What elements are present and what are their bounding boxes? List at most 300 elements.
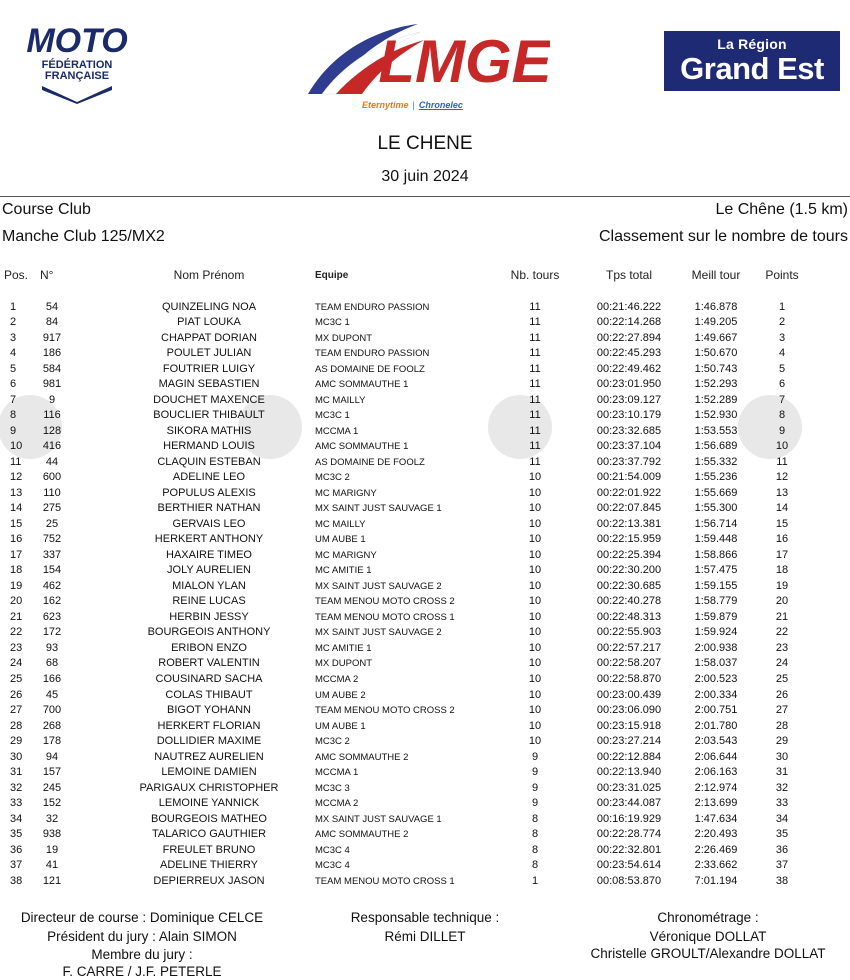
cell-number: 110 [43,486,61,499]
cell-best-lap: 2:06.644 [694,750,738,763]
table-row [0,734,850,750]
cell-points: 22 [775,626,789,639]
cell-name: COLAS THIBAUT [165,688,253,701]
cell-best-lap: 1:57.475 [694,564,738,577]
cell-laps: 10 [528,486,542,499]
jury-president: Président du jury : Alain SIMON [47,929,237,944]
cell-number: 268 [42,719,62,732]
cell-name: HERMAND LOUIS [163,440,255,453]
table-row [0,719,850,735]
cell-total-time: 00:22:01.922 [596,486,662,499]
cell-name: ADELINE THIERRY [159,859,258,872]
cell-laps: 10 [528,641,542,654]
cell-number: 245 [42,781,62,794]
table-row [0,672,850,688]
cell-best-lap: 2:26.469 [694,843,738,856]
cell-points: 21 [775,610,789,623]
cell-number: 128 [42,424,62,437]
cell-number: 752 [42,533,62,546]
cell-pos: 21 [10,610,23,623]
cell-laps: 10 [528,704,542,717]
cell-best-lap: 1:56.714 [694,517,738,530]
cell-laps: 10 [528,657,542,670]
cell-name: PARIGAUX CHRISTOPHER [139,781,279,794]
table-row [0,362,850,378]
cell-best-lap: 2:00.751 [694,704,738,717]
cell-best-lap: 2:01.780 [694,719,738,732]
race-category: Course Club [2,201,91,218]
cell-team: MC MARIGNY [315,549,377,561]
table-row [0,594,850,610]
cell-team: MC MAILLY [315,518,366,530]
cell-points: 27 [775,704,789,717]
header-time: Tps total [605,268,653,282]
cell-name: POPULUS ALEXIS [162,486,256,499]
cell-laps: 1 [531,874,539,887]
cell-number: 116 [43,409,61,422]
cell-team: MCCMA 1 [315,767,359,779]
cell-team: AMC SOMMAUTHE 1 [315,379,409,391]
cell-laps: 10 [528,502,542,515]
cell-name: HERKERT FLORIAN [157,719,261,732]
table-row [0,486,850,502]
table-row [0,501,850,517]
cell-team: MX SAINT JUST SAUVAGE 2 [315,580,442,592]
chronelec-logo: Chronelec [418,100,463,110]
cell-name: FREULET BRUNO [162,843,256,856]
cell-points: 30 [775,750,789,763]
cell-laps: 10 [528,595,542,608]
table-row [0,532,850,548]
cell-total-time: 00:22:14.268 [596,316,662,329]
cell-pos: 4 [10,347,17,360]
cell-pos: 14 [10,502,23,515]
cell-team: AMC SOMMAUTHE 1 [315,441,409,453]
cell-laps: 10 [528,579,542,592]
cell-laps: 11 [529,409,541,422]
cell-pos: 22 [10,626,23,639]
cell-pos: 8 [10,409,17,422]
cell-team: MCCMA 2 [315,798,359,810]
cell-best-lap: 2:03.543 [694,735,738,748]
cell-number: 584 [42,362,62,375]
cell-total-time: 00:22:57.217 [596,641,662,654]
cell-pos: 26 [10,688,23,701]
cell-number: 19 [45,843,59,856]
header-points: Points [765,268,799,282]
cell-team: MC3C 2 [315,472,350,484]
cell-name: NAUTREZ AURELIEN [154,750,264,763]
cell-team: TEAM MENOU MOTO CROSS 2 [315,705,455,717]
cell-points: 24 [775,657,789,670]
cell-name: BERTHIER NATHAN [157,502,261,515]
cell-pos: 20 [10,595,23,608]
ffm-logo-moto: MOTO [26,22,128,60]
cell-name: TALARICO GAUTHIER [151,828,267,841]
header-pos: Pos. [4,268,29,282]
cell-laps: 11 [529,393,541,406]
cell-name: COUSINARD SACHA [155,672,263,685]
cell-laps: 11 [529,424,541,437]
header-team: Equipe [315,270,349,281]
cell-total-time: 00:23:00.439 [596,688,662,701]
cell-laps: 8 [531,812,539,825]
cell-team: UM AUBE 1 [315,720,366,732]
eternytime-logo: Eternytime [362,100,409,110]
cell-pos: 1 [10,300,17,313]
cell-team: MC3C 1 [315,410,350,422]
table-row [0,858,850,874]
cell-pos: 11 [10,455,22,468]
cell-best-lap: 1:53.553 [694,424,738,437]
cell-total-time: 00:22:28.774 [596,828,662,841]
cell-team: UM AUBE 2 [315,689,366,701]
cell-name: PIAT LOUKA [177,316,241,329]
cell-total-time: 00:23:06.090 [596,704,662,717]
cell-points: 16 [775,533,789,546]
cell-pos: 12 [10,471,23,484]
cell-pos: 5 [10,362,17,375]
cell-best-lap: 1:58.866 [694,548,738,561]
cell-laps: 9 [531,766,539,779]
cell-laps: 11 [529,300,541,313]
table-row [0,548,850,564]
cell-best-lap: 2:12.974 [694,781,738,794]
ffm-logo-line3: FRANÇAISE [44,70,110,82]
cell-best-lap: 1:52.293 [694,378,738,391]
cell-pos: 6 [10,378,17,391]
cell-team: MX SAINT JUST SAUVAGE 1 [315,813,442,825]
cell-best-lap: 2:33.662 [694,859,738,872]
cell-number: 54 [45,300,59,313]
cell-number: 981 [42,378,62,391]
cell-team: MC3C 4 [315,844,350,856]
region-grand-est-logo [664,31,840,91]
cell-laps: 10 [528,688,542,701]
cell-pos: 10 [10,440,23,453]
cell-best-lap: 1:50.670 [694,347,738,360]
cell-pos: 32 [10,781,23,794]
table-row [0,843,850,859]
cell-name: ADELINE LEO [172,471,246,484]
cell-laps: 9 [531,750,539,763]
cell-pos: 34 [10,812,23,825]
cell-best-lap: 1:55.300 [694,502,738,515]
cell-total-time: 00:22:55.903 [596,626,662,639]
table-row [0,827,850,843]
cell-number: 275 [42,502,62,515]
cell-laps: 11 [529,440,541,453]
cell-points: 35 [775,828,789,841]
cell-number: 600 [42,471,62,484]
cell-pos: 33 [10,797,23,810]
cell-number: 25 [45,517,59,530]
cell-team: MCCMA 1 [315,425,359,437]
tech-label: Responsable technique : [350,910,500,925]
cell-name: GERVAIS LEO [172,517,246,530]
table-row [0,874,850,890]
cell-name: ERIBON ENZO [171,641,247,654]
cell-team: MX DUPONT [315,332,372,344]
cell-best-lap: 2:06.163 [694,766,738,779]
cell-name: BOURGEOIS ANTHONY [147,626,271,639]
cell-number: 121 [42,874,62,887]
cell-pos: 17 [10,548,23,561]
cell-name: DEPIERREUX JASON [153,874,265,887]
cell-points: 5 [778,362,786,375]
director: Directeur de course : Dominique CELCE [20,910,264,925]
cell-total-time: 00:23:44.087 [596,797,662,810]
cell-name: HERBIN JESSY [169,610,249,623]
cell-points: 4 [778,347,786,360]
cell-total-time: 00:23:01.950 [596,378,662,391]
table-row [0,781,850,797]
cell-pos: 2 [10,316,17,329]
cell-points: 10 [775,440,789,453]
cell-total-time: 00:22:30.685 [596,579,662,592]
region-logo-line1: La Région [717,36,787,52]
cell-points: 37 [775,859,789,872]
cell-points: 17 [775,548,789,561]
cell-pos: 13 [10,486,23,499]
cell-laps: 10 [528,719,542,732]
cell-total-time: 00:08:53.870 [596,874,662,887]
cell-team: MC3C 1 [315,317,350,329]
cell-number: 152 [42,797,62,810]
cell-best-lap: 1:50.743 [694,362,738,375]
table-row [0,439,850,455]
cell-total-time: 00:21:54.009 [596,471,662,484]
cell-team: MCCMA 2 [315,673,359,685]
cell-name: LEMOINE DAMIEN [161,766,257,779]
cell-number: 337 [42,548,62,561]
race-ranking: Classement sur le nombre de tours [599,228,848,245]
cell-best-lap: 1:49.667 [694,331,738,344]
cell-number: 94 [45,750,59,763]
cell-pos: 37 [10,859,23,872]
cell-team: MC MARIGNY [315,487,377,499]
cell-total-time: 00:22:49.462 [596,362,662,375]
cell-best-lap: 1:59.155 [694,579,738,592]
cell-team: AMC SOMMAUTHE 2 [315,751,409,763]
ffm-logo-line2: FÉDÉRATION [41,59,113,71]
cell-team: TEAM MENOU MOTO CROSS 1 [315,875,455,887]
cell-team: MX SAINT JUST SAUVAGE 2 [315,627,442,639]
cell-number: 9 [48,393,56,406]
cell-total-time: 00:22:25.394 [596,548,662,561]
cell-points: 20 [775,595,789,608]
cell-number: 700 [42,704,62,717]
cell-best-lap: 2:00.334 [694,688,738,701]
cell-laps: 10 [528,672,542,685]
cell-points: 26 [775,688,789,701]
cell-points: 3 [778,331,786,344]
cell-pos: 36 [10,843,23,856]
cell-total-time: 00:22:13.381 [596,517,662,530]
cell-total-time: 00:21:46.222 [596,300,662,313]
cell-total-time: 00:22:13.940 [596,766,662,779]
event-date: 30 juin 2024 [381,168,469,185]
cell-laps: 8 [531,859,539,872]
cell-team: MX SAINT JUST SAUVAGE 1 [315,503,442,515]
jury-member-label: Membre du jury : [91,947,193,962]
event-place: LE CHENE [377,133,473,154]
cell-best-lap: 1:49.205 [694,316,738,329]
cell-best-lap: 1:55.332 [694,455,738,468]
table-row [0,750,850,766]
cell-best-lap: 1:55.669 [694,486,738,499]
cell-total-time: 00:23:09.127 [596,393,662,406]
cell-number: 172 [42,626,62,639]
table-row [0,796,850,812]
cell-total-time: 00:22:45.293 [596,347,662,360]
cell-number: 162 [42,595,62,608]
cell-total-time: 00:22:15.959 [596,533,662,546]
cell-team: TEAM ENDURO PASSION [315,301,430,313]
cell-best-lap: 2:13.699 [694,797,738,810]
cell-points: 2 [778,316,786,329]
cell-number: 623 [42,610,62,623]
cell-name: POULET JULIAN [166,347,252,360]
cell-pos: 23 [10,641,23,654]
cell-points: 31 [775,766,789,779]
cell-laps: 8 [531,828,539,841]
cell-number: 166 [42,672,62,685]
cell-pos: 15 [10,517,23,530]
table-row [0,346,850,362]
cell-best-lap: 2:00.523 [694,672,738,685]
cell-number: 416 [42,440,62,453]
table-row [0,563,850,579]
cell-team: MC AMITIE 1 [315,642,372,654]
cell-points: 18 [775,564,789,577]
table-row [0,393,850,409]
cell-number: 45 [45,688,59,701]
cell-name: FOUTRIER LUIGY [162,362,256,375]
table-row [0,812,850,828]
cell-pos: 31 [10,766,23,779]
cell-team: MC3C 3 [315,782,350,794]
cell-name: SIKORA MATHIS [166,424,252,437]
cell-team: MC3C 2 [315,736,350,748]
cell-pos: 16 [10,533,23,546]
cell-total-time: 00:22:58.207 [596,657,662,670]
race-track: Le Chêne (1.5 km) [715,201,848,218]
cell-laps: 10 [528,471,542,484]
cell-points: 34 [775,812,789,825]
cell-best-lap: 2:00.938 [694,641,738,654]
cell-total-time: 00:22:07.845 [596,502,662,515]
cell-best-lap: 1:58.779 [694,595,738,608]
cell-total-time: 00:23:37.792 [596,455,662,468]
cell-points: 15 [775,517,789,530]
cell-pos: 19 [10,579,23,592]
cell-number: 186 [42,347,62,360]
cell-pos: 28 [10,719,23,732]
cell-name: DOLLIDIER MAXIME [156,735,262,748]
cell-best-lap: 1:47.634 [694,812,738,825]
header-name: Nom Prénom [173,268,245,282]
cell-total-time: 00:22:27.894 [596,331,662,344]
cell-pos: 29 [10,735,23,748]
cell-laps: 10 [528,548,542,561]
cell-pos: 30 [10,750,23,763]
cell-points: 29 [775,735,789,748]
cell-points: 12 [775,471,789,484]
cell-name: JOLY AURELIEN [167,564,251,577]
cell-number: 68 [45,657,59,670]
cell-best-lap: 1:52.289 [694,393,738,406]
region-logo-line2: Grand Est [680,51,824,86]
cell-best-lap: 1:59.924 [694,626,738,639]
cell-pos: 24 [10,657,23,670]
cell-total-time: 00:22:30.200 [596,564,662,577]
table-row [0,625,850,641]
cell-number: 84 [45,316,59,329]
table-row [0,470,850,486]
cell-total-time: 00:16:19.929 [596,812,662,825]
table-row [0,377,850,393]
cell-points: 11 [776,455,788,468]
cell-team: AS DOMAINE DE FOOLZ [315,456,425,468]
tech-name: Rémi DILLET [384,929,466,944]
table-row [0,656,850,672]
cell-points: 6 [778,378,786,391]
cell-points: 36 [775,843,789,856]
cell-best-lap: 1:59.879 [694,610,738,623]
cell-team: TEAM MENOU MOTO CROSS 2 [315,596,455,608]
header-laps: Nb. tours [510,268,560,282]
cell-total-time: 00:23:10.179 [596,409,662,422]
cell-pos: 35 [10,828,23,841]
cell-points: 25 [775,672,789,685]
timing-name2: Christelle GROULT/Alexandre DOLLAT [590,946,826,961]
race-session: Manche Club 125/MX2 [2,228,165,245]
table-row [0,765,850,781]
cell-pos: 9 [10,424,17,437]
table-row [0,331,850,347]
table-row [0,579,850,595]
cell-number: 154 [42,564,62,577]
cell-name: CHAPPAT DORIAN [161,331,257,344]
table-row [0,610,850,626]
table-row [0,641,850,657]
cell-points: 1 [778,300,786,313]
table-row [0,455,850,471]
table-row [0,315,850,331]
table-row [0,703,850,719]
cell-total-time: 00:23:37.104 [596,440,662,453]
cell-laps: 10 [528,610,542,623]
cell-name: MIALON YLAN [172,579,246,592]
cell-team: TEAM MENOU MOTO CROSS 1 [315,611,455,623]
cell-number: 41 [45,859,59,872]
cell-team: MX DUPONT [315,658,372,670]
table-row [0,424,850,440]
cell-laps: 10 [528,517,542,530]
cell-team: UM AUBE 1 [315,534,366,546]
cell-pos: 25 [10,672,23,685]
cell-laps: 11 [529,316,541,329]
header-divider [0,196,850,197]
cell-best-lap: 1:56.689 [694,440,738,453]
cell-total-time: 00:23:27.214 [596,735,662,748]
cell-points: 19 [775,579,789,592]
cell-points: 23 [775,641,789,654]
table-row [0,408,850,424]
sponsor-logos: Eternytime | Chronelec [362,100,463,110]
cell-points: 28 [775,719,789,732]
